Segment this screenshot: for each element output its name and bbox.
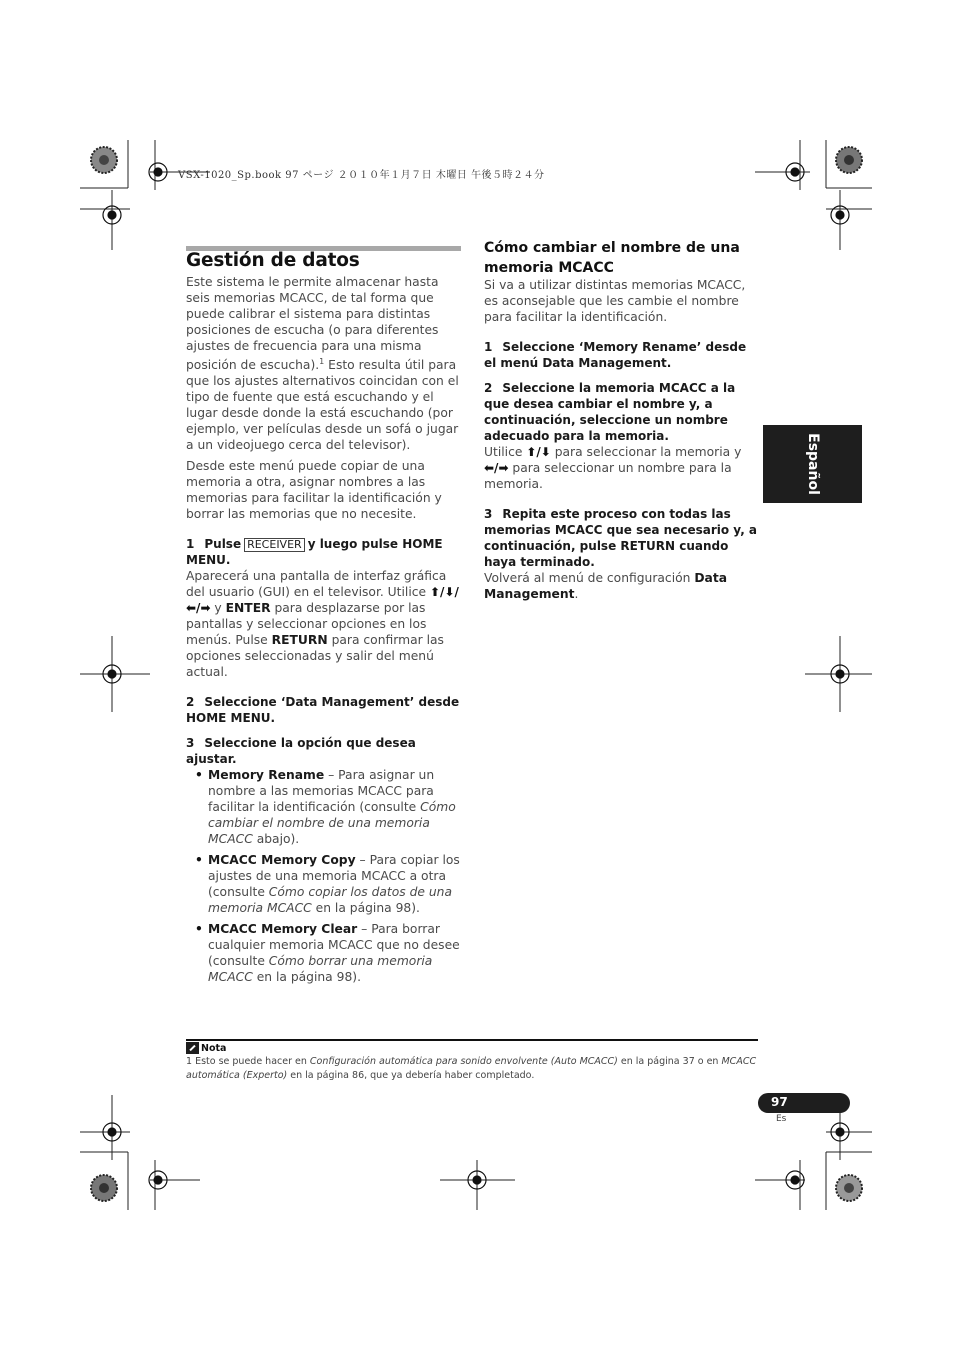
language-tab-label: Español (804, 433, 821, 495)
pencil-note-icon (186, 1042, 199, 1054)
options-list (186, 767, 462, 985)
step-1-heading: 1 Pulse RECEIVER y luego pulse HOME MENU. (186, 537, 443, 568)
list-item: • Memory Rename – Para asignar un nombre a las memorias MCACC para facilitar la identificación (consulte Cómo cambiar el nombre de una memoria MCACC abajo). (208, 767, 462, 847)
rename-step-2-heading: 2 Seleccione la memoria MCACC a la que desea cambiar el nombre y, a continuación, seleccione un nombre adecuado para la memoria. (484, 381, 736, 443)
step-2-heading: 2 Seleccione ‘Data Management’ desde HOME MENU. (186, 695, 460, 726)
section-title: Gestión de datos (186, 250, 360, 271)
note-divider (186, 1039, 758, 1041)
right-column (484, 277, 758, 607)
right-intro: Si va a utilizar distintas memorias MCACC, es aconsejable que les cambie el nombre para facilitar la identificación. (484, 278, 746, 324)
footnote: 1 Esto se puede hacer en Configuración automática para sonido envolvente (Auto MCACC) en la página 37 o en MCACC automática (Experto) en la página 86, que ya debería haber completado. (186, 1056, 757, 1081)
rename-step-2-body: Utilice ⬆/⬇ para seleccionar la memoria y ⬅/➡ para seleccionar un nombre para la memoria. (484, 445, 742, 491)
step-1-body: Aparecerá una pantalla de interfaz gráfica del usuario (GUI) en el televisor. Utilice ⬆/⬇/⬅/➡ y ENTER para desplazarse por las pantallas y seleccionar opciones en los menús. Pulse RETURN para confirmar las opciones seleccionadas y salir del menú actual. (186, 569, 459, 680)
list-item: • MCACC Memory Clear – Para borrar cualquier memoria MCACC que no desee (consulte Cómo borrar una memoria MCACC en la página 98). (208, 921, 462, 985)
up-down-arrows-icon: ⬆/⬇ (526, 445, 551, 459)
rename-step-3-body: Volverá al menú de configuración Data Management. (484, 571, 728, 601)
intro-paragraph-1: Este sistema le permite almacenar hasta seis memorias MCACC, de tal forma que puede calibrar el sistema para distintas posiciones de escucha (o para diferentes ajustes de frecuencia para una misma posición de escucha).$^1$ Esto resulta útil para que los ajustes alternativos coincidan con el tipo de fuente que está escuchando y el lugar desde donde la está escuchando (por ejemplo, ver películas desde un sofá o jugar a un videojuego cerca del televisor). (186, 275, 459, 453)
footnote-ref[interactable]: 1 (319, 357, 325, 366)
page-language: Es (776, 1114, 787, 1124)
note-heading: Nota (186, 1042, 226, 1054)
list-item: • MCACC Memory Copy – Para copiar los ajustes de una memoria MCACC a otra (consulte Cómo copiar los datos de una memoria MCACC en la página 98). (208, 852, 462, 916)
left-right-arrows-icon: ⬅/➡ (484, 461, 509, 475)
arrow-keys-icon: ⬆/⬇/⬅/➡ (186, 585, 459, 616)
page-number: 97 (771, 1095, 788, 1109)
subsection-title: Cómo cambiar el nombre de una memoria MCACC (484, 240, 740, 276)
receiver-button-label: RECEIVER (244, 538, 305, 552)
intro-paragraph-2: Desde este menú puede copiar de una memoria a otra, asignar nombres a las memorias para facilitar la identificación y borrar las memorias que no necesite. (186, 459, 442, 522)
rename-step-1-heading: 1 Seleccione ‘Memory Rename’ desde el menú Data Management. (484, 340, 747, 370)
step-3-heading: 3 Seleccione la opción que desea ajustar. (186, 736, 416, 767)
rename-step-3-heading: 3 Repita este proceso con todas las memorias MCACC que sea necesario y, a continuación, pulse RETURN cuando haya terminado. (484, 507, 758, 569)
language-tab (763, 425, 862, 503)
print-file-info: VSX-1020_Sp.book 97 ページ ２０１０年１月７日 木曜日 午後５時２４分 (178, 170, 545, 181)
left-column (186, 274, 462, 990)
